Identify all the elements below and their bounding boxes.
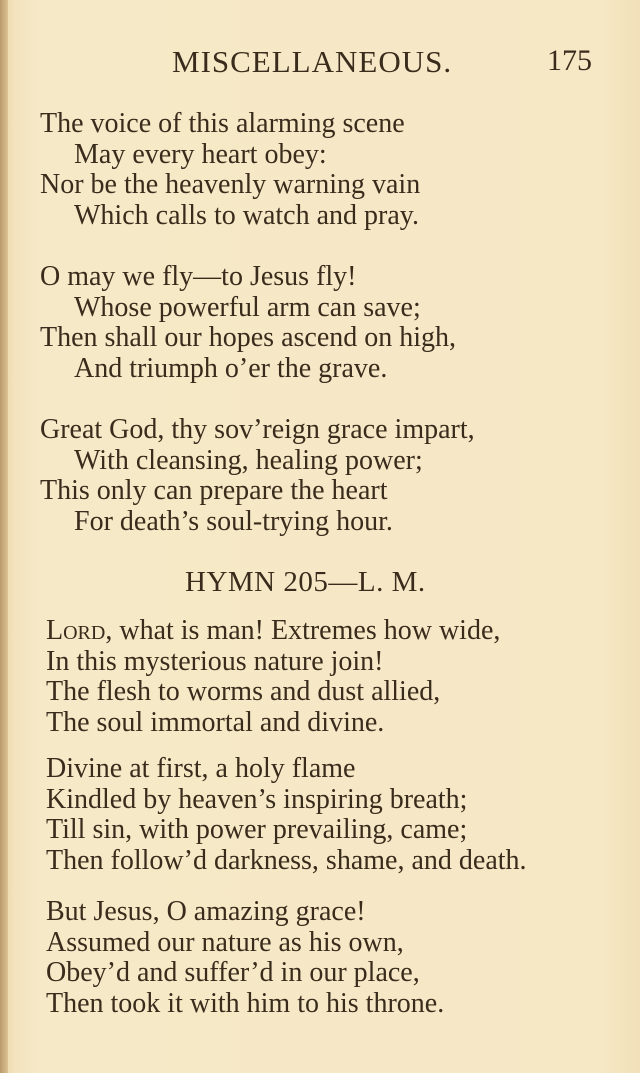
verse-line: And triumph o’er the grave.: [74, 353, 388, 384]
verse-line: Whose powerful arm can save;: [74, 292, 421, 323]
verse-line: Then follow’d darkness, shame, and death.: [46, 845, 527, 876]
verse-line: The soul immortal and divine.: [46, 707, 385, 738]
verse-line: Assumed our nature as his own,: [46, 927, 404, 958]
verse-line: May every heart obey:: [74, 139, 327, 170]
verse-line: The flesh to worms and dust allied,: [46, 676, 441, 707]
page-gutter: [0, 0, 8, 1073]
verse-line: Then shall our hopes ascend on high,: [40, 322, 457, 353]
drop-word: Lord,: [46, 615, 113, 646]
hymn-heading: HYMN 205—L. M.: [185, 566, 426, 598]
verse-line-text: what is man! Extremes how wide,: [112, 615, 501, 646]
verse-line: Which calls to watch and pray.: [74, 200, 419, 231]
verse-line: Great God, thy sov’reign grace impart,: [40, 414, 475, 445]
running-title: MISCELLANEOUS.: [172, 44, 453, 79]
verse-line: With cleansing, healing power;: [74, 445, 423, 476]
page-number: 175: [547, 44, 592, 77]
verse-line: For death’s soul-trying hour.: [74, 506, 393, 537]
verse-line: This only can prepare the heart: [40, 475, 388, 506]
verse-line: Then took it with him to his throne.: [46, 988, 445, 1019]
verse-line: Divine at first, a holy flame: [46, 753, 356, 784]
verse-line: O may we fly—to Jesus fly!: [40, 261, 357, 292]
verse-line: Nor be the heavenly warning vain: [40, 169, 421, 200]
verse-line: Till sin, with power prevailing, came;: [46, 814, 468, 845]
page-header: [0, 44, 640, 84]
verse-line: The voice of this alarming scene: [40, 108, 405, 139]
verse-line: Kindled by heaven’s inspiring breath;: [46, 784, 468, 815]
verse-line: But Jesus, O amazing grace!: [46, 896, 366, 927]
verse-line: Obey’d and suffer’d in our place,: [46, 957, 420, 988]
verse-line: [46, 615, 500, 647]
verse-line: In this mysterious nature join!: [46, 646, 384, 677]
